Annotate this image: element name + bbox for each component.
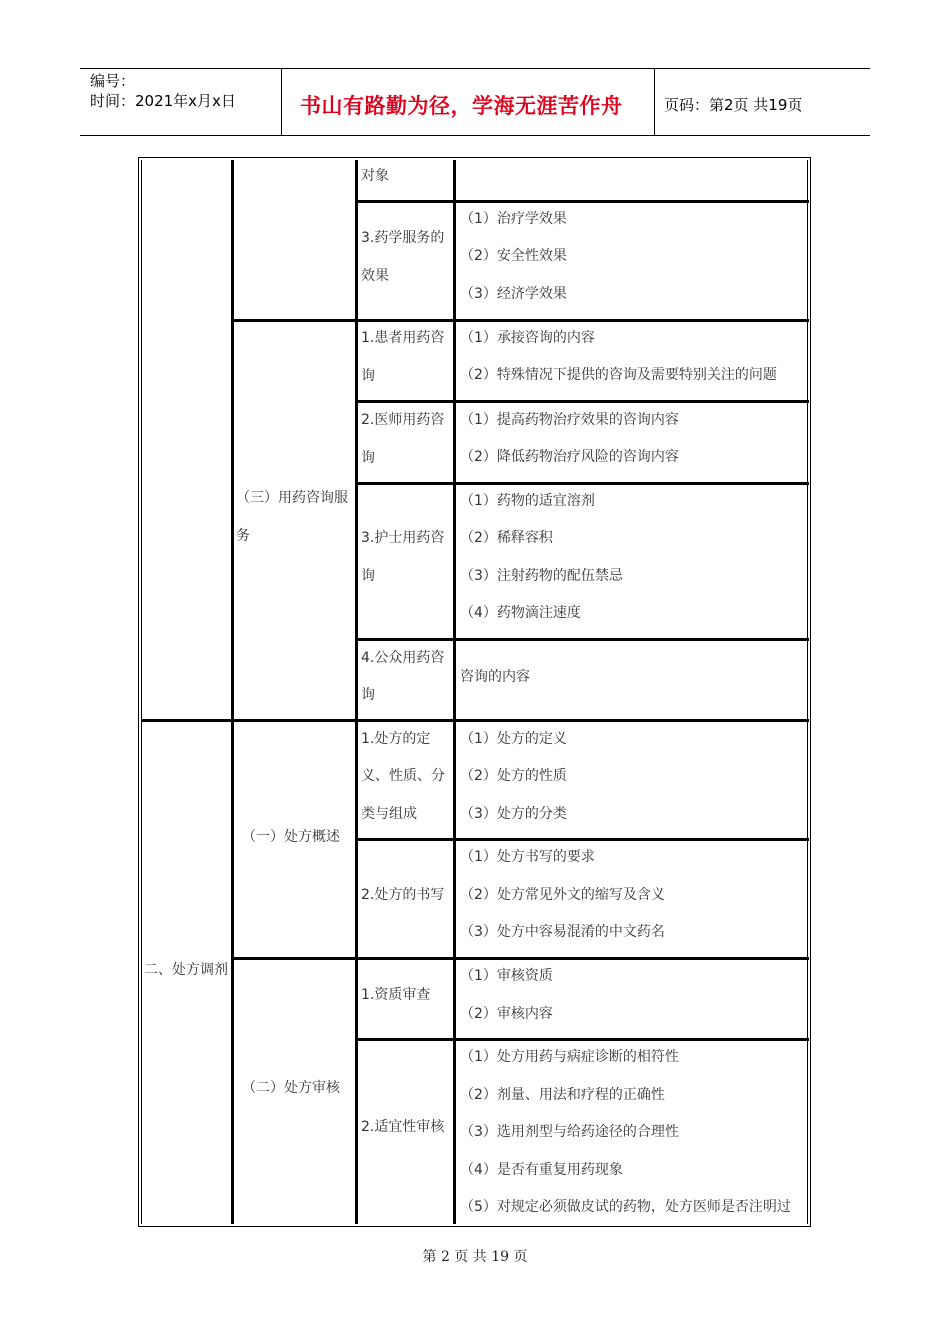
rxdef-item: （2）处方的性质 <box>460 768 567 784</box>
cell-public-line2: 询 <box>361 687 375 703</box>
table-border-right <box>810 157 811 1227</box>
header-motto: 书山有路勤为径，学海无涯苦作舟 <box>300 94 623 118</box>
header-divider-right <box>654 68 655 136</box>
effect-item: （3）经济学效果 <box>460 286 567 302</box>
nurse-item: （2）稀释容积 <box>460 530 553 546</box>
cell-overview: （一）处方概述 <box>242 829 340 845</box>
doctor-item: （1）提高药物治疗效果的咨询内容 <box>460 412 679 428</box>
suit-item: （3）选用剂型与给药途径的合理性 <box>460 1124 679 1140</box>
table-border-left <box>138 157 139 1227</box>
page-number-label: 页码：第2页 共19页 <box>664 96 803 114</box>
doctor-item: （2）降低药物治疗风险的咨询内容 <box>460 449 679 465</box>
table-border-top <box>138 157 811 158</box>
rxdef-item: （3）处方的分类 <box>460 806 567 822</box>
qual-item: （2）审核内容 <box>460 1006 553 1022</box>
document-number-label: 编号： <box>90 72 136 90</box>
header-divider-left <box>281 68 282 136</box>
rxwrite-item: （1）处方书写的要求 <box>460 849 595 865</box>
suit-item: （1）处方用药与病症诊断的相符性 <box>460 1049 679 1065</box>
cell-doctor-line1: 2.医师用药咨 <box>361 412 445 428</box>
cell-doctor-line2: 询 <box>361 450 375 466</box>
cell-rxwrite: 2.处方的书写 <box>361 887 445 903</box>
effect-item: （1）治疗学效果 <box>460 211 567 227</box>
cell-effect-line1: 3.药学服务的 <box>361 230 445 246</box>
cell-review: （二）处方审核 <box>242 1080 340 1096</box>
cell-qual: 1.资质审查 <box>361 987 431 1003</box>
header-bottom-line <box>80 135 870 136</box>
cell-nurse-line2: 询 <box>361 568 375 584</box>
qual-item: （1）审核资质 <box>460 968 553 984</box>
document-time-label: 时间：2021年x月x日 <box>90 92 236 110</box>
cell-consult-line2: 务 <box>236 528 250 544</box>
public-item: 咨询的内容 <box>460 669 530 685</box>
cell-public-line1: 4.公众用药咨 <box>361 650 445 666</box>
page-footer: 第 2 页 共 19 页 <box>422 1249 528 1265</box>
cell-patient-line2: 询 <box>361 368 375 384</box>
nurse-item: （3）注射药物的配伍禁忌 <box>460 568 623 584</box>
nurse-item: （4）药物滴注速度 <box>460 605 581 621</box>
patient-item: （1）承接咨询的内容 <box>460 330 595 346</box>
rxwrite-item: （3）处方中容易混淆的中文药名 <box>460 924 665 940</box>
suit-item: （4）是否有重复用药现象 <box>460 1162 623 1178</box>
table-border-left-inner <box>141 160 142 1224</box>
cell-duixiang: 对象 <box>361 168 389 184</box>
cell-consult-line1: （三）用药咨询服 <box>236 490 348 506</box>
suit-item: （5）对规定必须做皮试的药物，处方医师是否注明过 <box>460 1199 791 1215</box>
patient-item: （2）特殊情况下提供的咨询及需要特别关注的问题 <box>460 367 777 383</box>
cell-rxdef-line2: 义、性质、分 <box>361 768 445 784</box>
cell-rxdef-line1: 1.处方的定 <box>361 731 431 747</box>
row-sep-1 <box>356 200 809 203</box>
cell-effect-line2: 效果 <box>361 268 389 284</box>
rxdef-item: （1）处方的定义 <box>460 731 567 747</box>
suit-item: （2）剂量、用法和疗程的正确性 <box>460 1087 665 1103</box>
effect-item: （2）安全性效果 <box>460 248 567 264</box>
rxwrite-item: （2）处方常见外文的缩写及含义 <box>460 887 665 903</box>
nurse-item: （1）药物的适宜溶剂 <box>460 493 595 509</box>
header-top-line <box>80 68 870 69</box>
cell-dispense: 二、处方调剂 <box>144 962 228 978</box>
cell-suit: 2.适宜性审核 <box>361 1119 445 1135</box>
cell-rxdef-line3: 类与组成 <box>361 806 417 822</box>
cell-patient-line1: 1.患者用药咨 <box>361 330 445 346</box>
cell-nurse-line1: 3.护士用药咨 <box>361 530 445 546</box>
